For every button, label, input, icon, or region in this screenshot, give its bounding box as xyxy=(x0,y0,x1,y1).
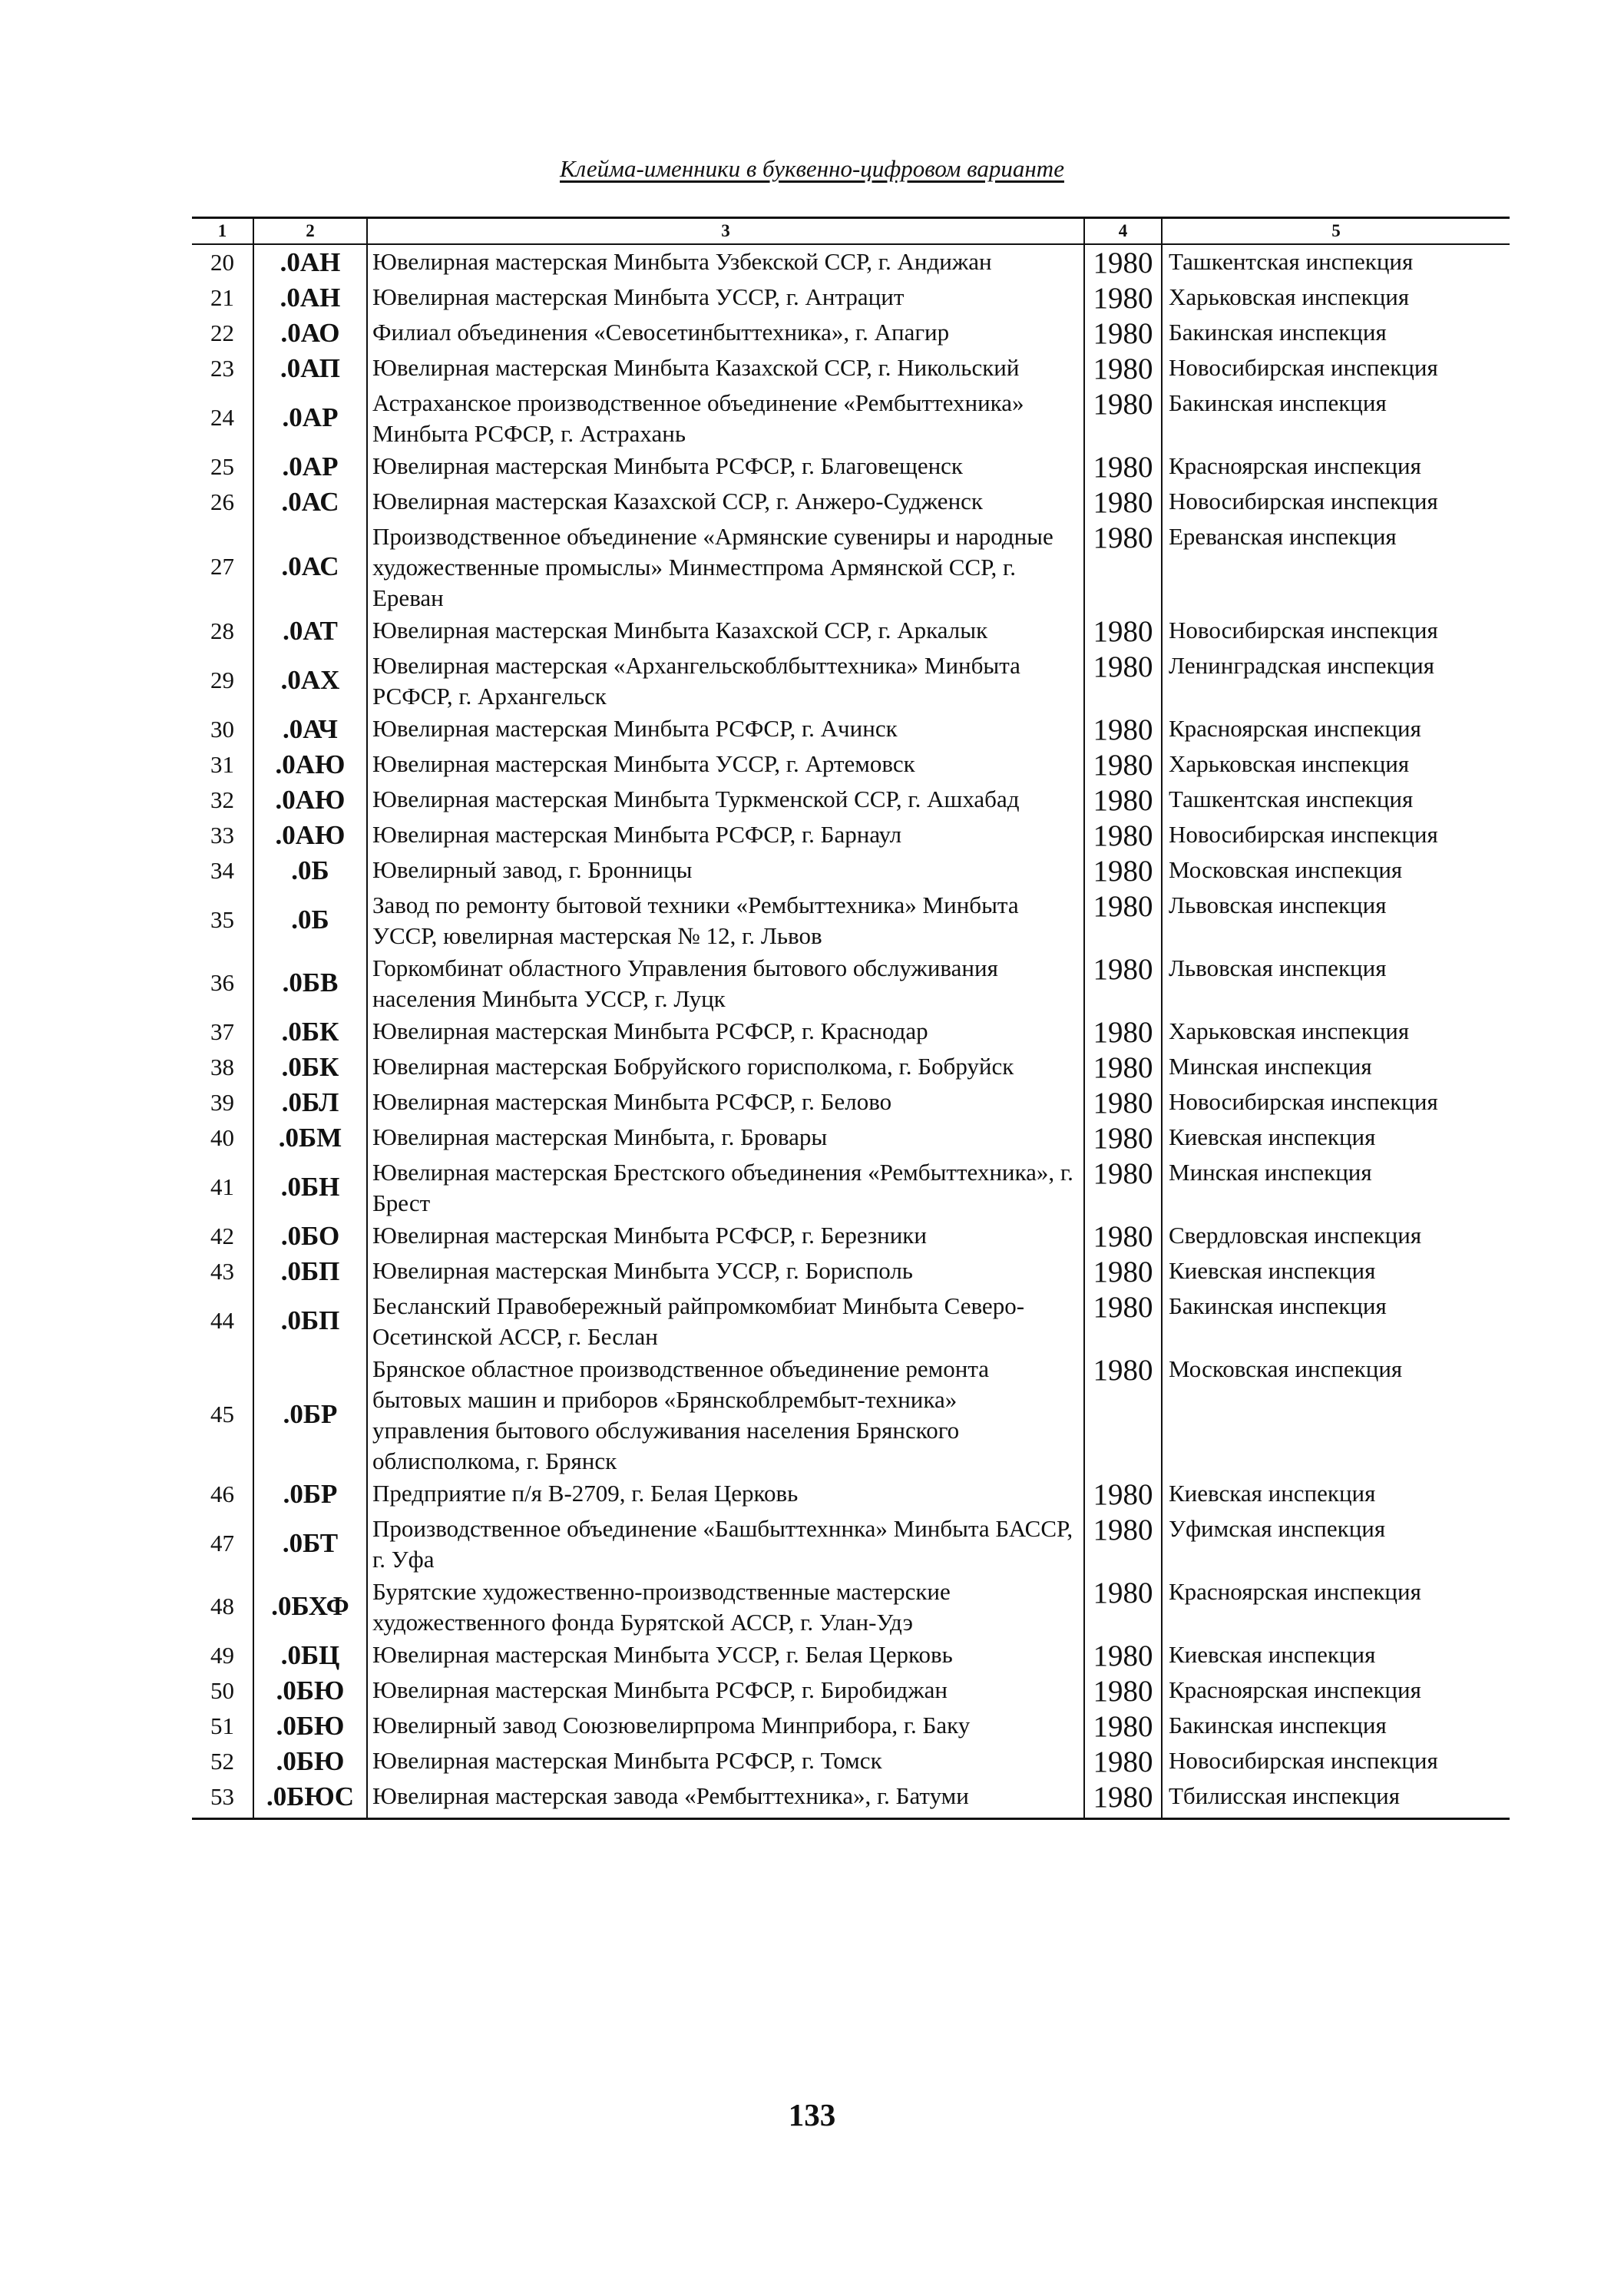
row-number: 49 xyxy=(210,1642,234,1669)
table-row xyxy=(192,712,1510,747)
year-value: 1980 xyxy=(1084,316,1162,351)
year-value: 1980 xyxy=(1084,1638,1162,1673)
inspection-name: Бакинская инспекция xyxy=(1162,1289,1510,1352)
hallmark-code: .0АО xyxy=(253,316,367,351)
year-value: 1980 xyxy=(1084,951,1162,1014)
inspection-name: Минская инспекция xyxy=(1162,1050,1510,1085)
column-header: 4 xyxy=(1084,218,1162,245)
organization-name: Бурятские художественно-производственные мастерские художественного фонда Бурятской АССР, г. Улан-Удэ xyxy=(367,1575,1084,1638)
table-header xyxy=(192,218,1510,245)
hallmark-code: .0АТ xyxy=(253,614,367,649)
table-row xyxy=(192,1575,1510,1638)
organization-name: Ювелирная мастерская Минбыта, г. Бровары xyxy=(367,1120,1084,1156)
inspection-name: Киевская инспекция xyxy=(1162,1477,1510,1512)
year-value: 1980 xyxy=(1084,1254,1162,1289)
table-row xyxy=(192,1085,1510,1120)
year-value: 1980 xyxy=(1084,1673,1162,1709)
inspection-name: Красноярская инспекция xyxy=(1162,1673,1510,1709)
row-number: 46 xyxy=(210,1480,234,1507)
table-row xyxy=(192,316,1510,351)
inspection-name: Новосибирская инспекция xyxy=(1162,351,1510,386)
organization-name: Ювелирная мастерская Минбыта УССР, г. Антрацит xyxy=(367,280,1084,316)
year-value: 1980 xyxy=(1084,888,1162,951)
row-number: 21 xyxy=(210,284,234,311)
hallmark-registry-table xyxy=(192,217,1510,1820)
inspection-name: Харьковская инспекция xyxy=(1162,747,1510,782)
row-number: 23 xyxy=(210,355,234,382)
table-row xyxy=(192,853,1510,888)
year-value: 1980 xyxy=(1084,280,1162,316)
year-value: 1980 xyxy=(1084,1512,1162,1575)
table-row xyxy=(192,1014,1510,1050)
hallmark-code: .0Б xyxy=(253,888,367,951)
organization-name: Производственное объединение «Башбыттехннка» Минбыта БАССР, г. Уфа xyxy=(367,1512,1084,1575)
year-value: 1980 xyxy=(1084,818,1162,853)
column-header: 3 xyxy=(367,218,1084,245)
organization-name: Ювелирная мастерская Минбыта РСФСР, г. Биробиджан xyxy=(367,1673,1084,1709)
organization-name: Ювелирная мастерская Минбыта Узбекской ССР, г. Андижан xyxy=(367,244,1084,280)
hallmark-code: .0БК xyxy=(253,1050,367,1085)
hallmark-code: .0БЦ xyxy=(253,1638,367,1673)
row-number: 45 xyxy=(210,1401,234,1428)
year-value: 1980 xyxy=(1084,1050,1162,1085)
table-row xyxy=(192,1779,1510,1819)
hallmark-code: .0БП xyxy=(253,1289,367,1352)
table-row xyxy=(192,1673,1510,1709)
inspection-name: Киевская инспекция xyxy=(1162,1120,1510,1156)
hallmark-code: .0АХ xyxy=(253,649,367,712)
row-number: 26 xyxy=(210,488,234,515)
organization-name: Ювелирный завод Союзювелирпрома Минприбора, г. Баку xyxy=(367,1709,1084,1744)
inspection-name: Свердловская инспекция xyxy=(1162,1219,1510,1254)
table-row xyxy=(192,244,1510,280)
year-value: 1980 xyxy=(1084,1744,1162,1779)
organization-name: Ювелирная мастерская Минбыта Казахской ССР, г. Никольский xyxy=(367,351,1084,386)
table-row xyxy=(192,1289,1510,1352)
year-value: 1980 xyxy=(1084,386,1162,449)
table-row xyxy=(192,951,1510,1014)
inspection-name: Московская инспекция xyxy=(1162,1352,1510,1477)
year-value: 1980 xyxy=(1084,1477,1162,1512)
inspection-name: Уфимская инспекция xyxy=(1162,1512,1510,1575)
year-value: 1980 xyxy=(1084,747,1162,782)
page-number: 133 xyxy=(788,2097,836,2132)
organization-name: Ювелирная мастерская Бобруйского горисполкома, г. Бобруйск xyxy=(367,1050,1084,1085)
organization-name: Ювелирная мастерская завода «Рембыттехника», г. Батуми xyxy=(367,1779,1084,1819)
table-row xyxy=(192,1709,1510,1744)
table-row xyxy=(192,1219,1510,1254)
page-title: Клейма-именники в буквенно-цифровом варианте xyxy=(560,155,1064,182)
row-number: 33 xyxy=(210,822,234,849)
inspection-name: Ташкентская инспекция xyxy=(1162,782,1510,818)
year-value: 1980 xyxy=(1084,1709,1162,1744)
table-row xyxy=(192,614,1510,649)
table-row xyxy=(192,386,1510,449)
row-number: 32 xyxy=(210,786,234,813)
year-value: 1980 xyxy=(1084,853,1162,888)
organization-name: Филиал объединения «Севосетинбыттехника», г. Апагир xyxy=(367,316,1084,351)
organization-name: Ювелирная мастерская Казахской ССР, г. Анжеро-Судженск xyxy=(367,485,1084,520)
year-value: 1980 xyxy=(1084,1779,1162,1819)
year-value: 1980 xyxy=(1084,712,1162,747)
row-number: 31 xyxy=(210,751,234,778)
row-number: 22 xyxy=(210,319,234,346)
year-value: 1980 xyxy=(1084,1014,1162,1050)
column-header: 5 xyxy=(1162,218,1510,245)
inspection-name: Ленинградская инспекция xyxy=(1162,649,1510,712)
organization-name: Ювелирная мастерская Минбыта Казахской ССР, г. Аркалык xyxy=(367,614,1084,649)
hallmark-code: .0АН xyxy=(253,244,367,280)
organization-name: Ювелирная мастерская Брестского объединения «Рембыттехника», г. Брест xyxy=(367,1156,1084,1219)
column-header: 1 xyxy=(192,218,253,245)
hallmark-code: .0БЮ xyxy=(253,1744,367,1779)
table-row xyxy=(192,351,1510,386)
organization-name: Брянское областное производственное объединение ремонта бытовых машин и приборов «Брянскоблрембыт-техника» управления бытового обслуживания населения Брянского облисполкома, г. Брянск xyxy=(367,1352,1084,1477)
organization-name: Производственное объединение «Армянские сувениры и народные художественные промыслы» Минместпрома Армянской ССР, г. Ереван xyxy=(367,520,1084,614)
table-row xyxy=(192,888,1510,951)
year-value: 1980 xyxy=(1084,485,1162,520)
year-value: 1980 xyxy=(1084,1575,1162,1638)
organization-name: Ювелирная мастерская Минбыта УССР, г. Артемовск xyxy=(367,747,1084,782)
hallmark-code: .0БХФ xyxy=(253,1575,367,1638)
row-number: 20 xyxy=(210,249,234,276)
inspection-name: Киевская инспекция xyxy=(1162,1254,1510,1289)
year-value: 1980 xyxy=(1084,1156,1162,1219)
inspection-name: Бакинская инспекция xyxy=(1162,1709,1510,1744)
row-number: 40 xyxy=(210,1124,234,1151)
hallmark-code: .0БК xyxy=(253,1014,367,1050)
table-row xyxy=(192,520,1510,614)
row-number: 28 xyxy=(210,617,234,644)
header-row xyxy=(192,218,1510,245)
organization-name: Ювелирный завод, г. Бронницы xyxy=(367,853,1084,888)
hallmark-code: .0БЮС xyxy=(253,1779,367,1819)
inspection-name: Бакинская инспекция xyxy=(1162,386,1510,449)
hallmark-code: .0БМ xyxy=(253,1120,367,1156)
hallmark-code: .0АР xyxy=(253,386,367,449)
inspection-name: Ереванская инспекция xyxy=(1162,520,1510,614)
organization-name: Горкомбинат областного Управления бытового обслуживания населения Минбыта УССР, г. Луцк xyxy=(367,951,1084,1014)
inspection-name: Ташкентская инспекция xyxy=(1162,244,1510,280)
organization-name: Ювелирная мастерская «Архангельскоблбыттехника» Минбыта РСФСР, г. Архангельск xyxy=(367,649,1084,712)
hallmark-code: .0Б xyxy=(253,853,367,888)
year-value: 1980 xyxy=(1084,449,1162,485)
hallmark-code: .0АП xyxy=(253,351,367,386)
hallmark-code: .0БТ xyxy=(253,1512,367,1575)
hallmark-code: .0БО xyxy=(253,1219,367,1254)
organization-name: Ювелирная мастерская Минбыта РСФСР, г. Березники xyxy=(367,1219,1084,1254)
organization-name: Предприятие п/я В-2709, г. Белая Церковь xyxy=(367,1477,1084,1512)
row-number: 24 xyxy=(210,404,234,431)
table-row xyxy=(192,818,1510,853)
hallmark-code: .0АЧ xyxy=(253,712,367,747)
row-number: 50 xyxy=(210,1677,234,1704)
table-row xyxy=(192,1744,1510,1779)
inspection-name: Харьковская инспекция xyxy=(1162,1014,1510,1050)
inspection-name: Красноярская инспекция xyxy=(1162,712,1510,747)
organization-name: Ювелирная мастерская Минбыта УССР, г. Белая Церковь xyxy=(367,1638,1084,1673)
organization-name: Ювелирная мастерская Минбыта РСФСР, г. Краснодар xyxy=(367,1014,1084,1050)
year-value: 1980 xyxy=(1084,614,1162,649)
row-number: 38 xyxy=(210,1054,234,1080)
year-value: 1980 xyxy=(1084,649,1162,712)
row-number: 48 xyxy=(210,1593,234,1619)
year-value: 1980 xyxy=(1084,1219,1162,1254)
hallmark-code: .0АС xyxy=(253,485,367,520)
table-row xyxy=(192,649,1510,712)
year-value: 1980 xyxy=(1084,1289,1162,1352)
year-value: 1980 xyxy=(1084,782,1162,818)
inspection-name: Минская инспекция xyxy=(1162,1156,1510,1219)
hallmark-code: .0АР xyxy=(253,449,367,485)
hallmark-code: .0АН xyxy=(253,280,367,316)
inspection-name: Московская инспекция xyxy=(1162,853,1510,888)
table-row xyxy=(192,1477,1510,1512)
table-body xyxy=(192,244,1510,1819)
year-value: 1980 xyxy=(1084,520,1162,614)
inspection-name: Новосибирская инспекция xyxy=(1162,614,1510,649)
hallmark-code: .0БР xyxy=(253,1477,367,1512)
year-value: 1980 xyxy=(1084,1352,1162,1477)
hallmark-code: .0БЛ xyxy=(253,1085,367,1120)
organization-name: Ювелирная мастерская Минбыта Туркменской ССР, г. Ашхабад xyxy=(367,782,1084,818)
row-number: 30 xyxy=(210,716,234,743)
hallmark-code: .0АЮ xyxy=(253,747,367,782)
hallmark-code: .0АЮ xyxy=(253,782,367,818)
inspection-name: Львовская инспекция xyxy=(1162,951,1510,1014)
inspection-name: Тбилисская инспекция xyxy=(1162,1779,1510,1819)
table-row xyxy=(192,1254,1510,1289)
inspection-name: Новосибирская инспекция xyxy=(1162,818,1510,853)
row-number: 53 xyxy=(192,1779,253,1819)
inspection-name: Львовская инспекция xyxy=(1162,888,1510,951)
table-row xyxy=(192,1638,1510,1673)
year-value: 1980 xyxy=(1084,351,1162,386)
hallmark-code: .0АС xyxy=(253,520,367,614)
row-number: 47 xyxy=(210,1530,234,1557)
table-row xyxy=(192,1120,1510,1156)
row-number: 37 xyxy=(210,1018,234,1045)
hallmark-code: .0БЮ xyxy=(253,1673,367,1709)
organization-name: Астраханское производственное объединение «Рембыттехника» Минбыта РСФСР, г. Астрахань xyxy=(367,386,1084,449)
organization-name: Ювелирная мастерская Минбыта РСФСР, г. Благовещенск xyxy=(367,449,1084,485)
table-row xyxy=(192,1512,1510,1575)
row-number: 44 xyxy=(210,1307,234,1334)
table-row xyxy=(192,782,1510,818)
row-number: 52 xyxy=(210,1748,234,1775)
hallmark-code: .0АЮ xyxy=(253,818,367,853)
inspection-name: Новосибирская инспекция xyxy=(1162,485,1510,520)
row-number: 35 xyxy=(210,906,234,933)
inspection-name: Киевская инспекция xyxy=(1162,1638,1510,1673)
year-value: 1980 xyxy=(1084,244,1162,280)
hallmark-code: .0БВ xyxy=(253,951,367,1014)
table-row xyxy=(192,747,1510,782)
hallmark-code: .0БЮ xyxy=(253,1709,367,1744)
table-row xyxy=(192,280,1510,316)
organization-name: Ювелирная мастерская Минбыта РСФСР, г. Томск xyxy=(367,1744,1084,1779)
row-number: 29 xyxy=(210,667,234,693)
row-number: 39 xyxy=(210,1089,234,1116)
row-number: 41 xyxy=(210,1173,234,1200)
organization-name: Ювелирная мастерская Минбыта РСФСР, г. Барнаул xyxy=(367,818,1084,853)
hallmark-code: .0БН xyxy=(253,1156,367,1219)
organization-name: Ювелирная мастерская Минбыта РСФСР, г. Белово xyxy=(367,1085,1084,1120)
row-number: 43 xyxy=(210,1258,234,1285)
row-number: 42 xyxy=(210,1222,234,1249)
table-row xyxy=(192,1156,1510,1219)
table-row xyxy=(192,1352,1510,1477)
row-number: 51 xyxy=(210,1712,234,1739)
table-row xyxy=(192,449,1510,485)
year-value: 1980 xyxy=(1084,1120,1162,1156)
inspection-name: Новосибирская инспекция xyxy=(1162,1085,1510,1120)
organization-name: Ювелирная мастерская Минбыта РСФСР, г. Ачинск xyxy=(367,712,1084,747)
table-row xyxy=(192,1050,1510,1085)
organization-name: Ювелирная мастерская Минбыта УССР, г. Борисполь xyxy=(367,1254,1084,1289)
inspection-name: Красноярская инспекция xyxy=(1162,1575,1510,1638)
column-header: 2 xyxy=(253,218,367,245)
hallmark-code: .0БР xyxy=(253,1352,367,1477)
row-number: 25 xyxy=(210,453,234,480)
organization-name: Завод по ремонту бытовой техники «Рембыттехника» Минбыта УССР, ювелирная мастерская № 12, г. Львов xyxy=(367,888,1084,951)
row-number: 34 xyxy=(210,857,234,884)
hallmark-code: .0БП xyxy=(253,1254,367,1289)
inspection-name: Харьковская инспекция xyxy=(1162,280,1510,316)
inspection-name: Красноярская инспекция xyxy=(1162,449,1510,485)
row-number: 27 xyxy=(210,553,234,580)
inspection-name: Новосибирская инспекция xyxy=(1162,1744,1510,1779)
row-number: 36 xyxy=(210,969,234,996)
year-value: 1980 xyxy=(1084,1085,1162,1120)
inspection-name: Бакинская инспекция xyxy=(1162,316,1510,351)
organization-name: Бесланский Правобережный райпромкомбиат Минбыта Северо-Осетинской АССР, г. Беслан xyxy=(367,1289,1084,1352)
table-row xyxy=(192,485,1510,520)
